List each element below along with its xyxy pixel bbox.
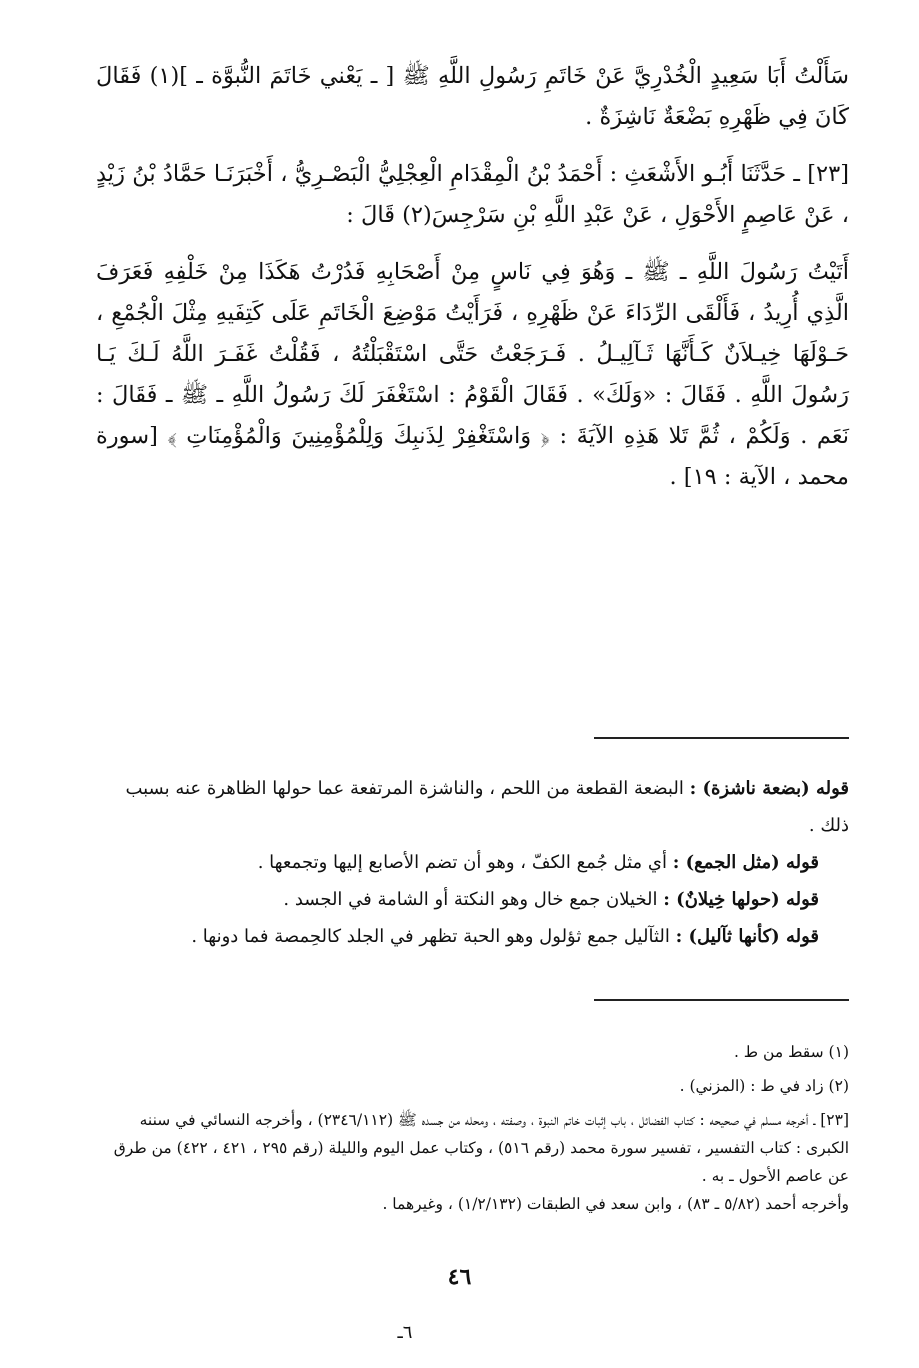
gloss-item <box>96 770 849 844</box>
isnad-23: [٢٣] ـ حَدَّثَنَا أَبُـو الأَشْعَثِ : أَحْمَدُ بْنُ الْمِقْدَامِ الْعِجْلِيُّ الْبَصْـرِيُّ ، أَخْبَرَنَـا حَمَّادُ بْنُ زَيْدٍ ، عَنْ عَاصِمٍ الأَحْوَلِ ، عَنْ عَبْدِ اللَّهِ بْنِ سَرْجِسَ(٢) قَالَ : <box>96 161 849 228</box>
page-number: ٤٦ <box>447 1264 472 1290</box>
gloss-item <box>96 918 849 955</box>
separator-line-lower <box>594 999 849 1001</box>
gloss-item <box>96 881 849 918</box>
gloss-definition: الخيلان جمع خال وهو النكتة أو الشامة في الجسد . <box>283 889 664 910</box>
gloss-term: قوله (مثل الجمع) : <box>672 852 819 873</box>
footnote-1: (١) سقط من ط . <box>733 1043 849 1061</box>
footnotes <box>96 1038 849 1218</box>
footnote-takhrij: [٢٣] ـ أخرجه مسلم في صحيحه : كتاب الفضائل ، باب إثبات خاتم النبوة ، وصفته ، ومحله من جسده ﷺ (٢٣٤٦/١١٢) ، وأخرجه النسائي في سننه الكبرى : كتاب التفسير ، تفسير سورة محمد (رقم ٥١٦) ، وكتاب عمل اليوم والليلة (رقم ٢٩٥ ، ٤٢١ ، ٤٢٢) من طرق عن عاصم الأحول ـ به . <box>113 1111 849 1185</box>
hadith-text-23: أَتَيْتُ رَسُولَ اللَّهِ ـ ﷺ ـ وَهُوَ فِي نَاسٍ مِنْ أَصْحَابِهِ فَدُرْتُ هَكَذَا مِنْ خَلْفِهِ فَعَرَفَ الَّذِي أُرِيدُ ، فَأَلْقَى الرِّدَاءَ عَنْ ظَهْرِهِ ، فَرَأَيْتُ مَوْضِعَ الْخَاتَمِ عَلَى كَتِفَيهِ مِثْلَ الْجُمْعِ ، حَـوْلَهَا خِيـلاَنٌ كَـأَنَّهَا ثَـآلِيـلُ . فَـرَجَعْتُ حَتَّى اسْتَقْبَلْتُهُ ، فَقُلْتُ غَفَـرَ اللَّهُ لَـكَ يَـا رَسُولَ اللَّهِ . فَقَالَ : «وَلَكَ» . فَقَالَ الْقَوْمُ : اسْتَغْفَرَ لَكَ رَسُولُ اللَّهِ ـ ﷺ ـ فَقَالَ : نَعَم . وَلَكُمْ ، ثُمَّ تَلا هَذِهِ الآيَةَ : ﴿ وَاسْتَغْفِرْ لِذَنبِكَ وَلِلْمُؤْمِنِينَ وَالْمُؤْمِنَاتِ ﴾ [سورة محمد ، الآية : ١٩] . <box>96 259 849 490</box>
footnote-takhrij-cont: وأخرجه أحمد (٥/٨٢ ـ ٨٣) ، وابن سعد في الطبقات (١/٢/١٣٢) ، وغيرهما . <box>382 1195 849 1213</box>
main-text <box>96 56 849 514</box>
footnote-2: (٢) زاد في ط : (المزني) . <box>679 1077 849 1095</box>
gloss-definition: البضعة القطعة من اللحم ، والناشزة المرتفعة عما حولها الظاهرة عنه بسبب ذلك . <box>125 778 849 836</box>
hadith-text-1: سَأَلْتُ أَبَا سَعِيدٍ الْخُدْرِيَّ عَنْ خَاتَمِ رَسُولِ اللَّهِ ﷺ [ ـ يَعْني خَاتَمَ النُّبوَّة ـ ](١) فَقَالَ كَانَ فِي ظَهْرِهِ بَضْعَةٌ نَاشِزَةٌ . <box>96 63 849 130</box>
separator-line-upper <box>594 737 849 739</box>
gloss-definition: أي مثل جُمع الكفّ ، وهو أن تضم الأصابع إليها وتجمعها . <box>257 852 673 873</box>
gloss-definition: الثآليل جمع ثؤلول وهو الحبة تظهر في الجلد كالحِمصة فما دونها . <box>191 926 676 947</box>
glossary-section <box>96 770 849 955</box>
gloss-item <box>96 844 849 881</box>
bottom-mark: ٦ـ <box>397 1322 413 1343</box>
gloss-term: قوله (حولها خِيلانٌ) : <box>663 889 819 910</box>
gloss-term: قوله (بضعة ناشزة) : <box>689 778 849 799</box>
gloss-term: قوله (كأنها ثآليل) : <box>675 926 819 947</box>
